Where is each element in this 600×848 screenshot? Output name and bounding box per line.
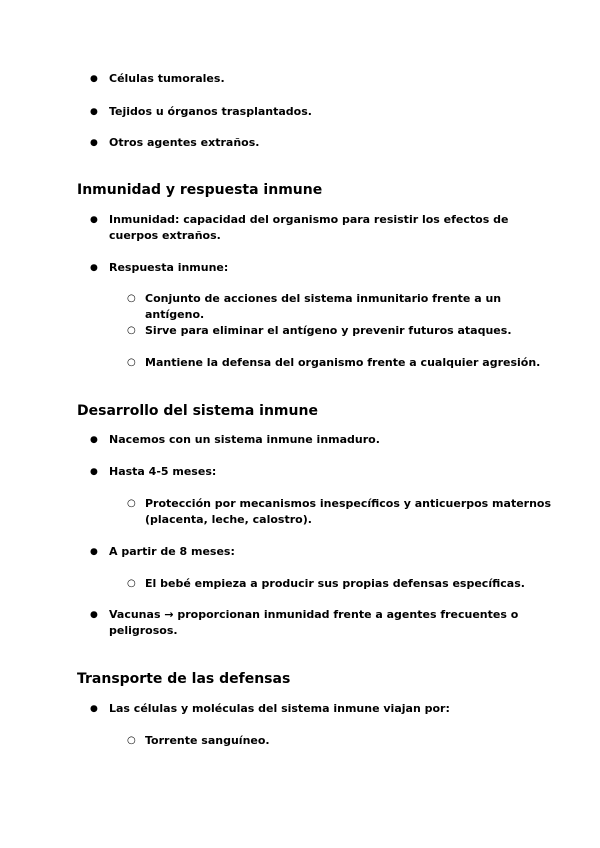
bullet: ● bbox=[90, 263, 98, 273]
list-item: Respuesta inmune: bbox=[109, 261, 229, 274]
list-item: Las células y moléculas del sistema inmune viajan por: bbox=[109, 702, 450, 715]
sub-list-item: Mantiene la defensa del organismo frente a cualquier agresión. bbox=[145, 356, 541, 369]
list-item: A partir de 8 meses: bbox=[109, 545, 235, 558]
sub-list-item: Conjunto de acciones del sistema inmunitario frente a un antígeno. bbox=[145, 292, 502, 321]
bullet: ● bbox=[90, 74, 98, 84]
section-heading: Desarrollo del sistema inmune bbox=[77, 403, 318, 419]
section-heading: Transporte de las defensas bbox=[77, 671, 291, 687]
section-heading: Inmunidad y respuesta inmune bbox=[77, 182, 323, 198]
sub-list-item: El bebé empieza a producir sus propias defensas específicas. bbox=[145, 577, 525, 590]
sub-list-item: Sirve para eliminar el antígeno y prevenir futuros ataques. bbox=[145, 324, 512, 337]
list-item: Inmunidad: capacidad del organismo para resistir los efectos de cuerpos extraños. bbox=[109, 213, 509, 242]
sub-bullet: ○ bbox=[127, 357, 136, 368]
bullet: ● bbox=[90, 435, 98, 445]
sub-bullet: ○ bbox=[127, 498, 136, 509]
sub-list-item: Torrente sanguíneo. bbox=[145, 734, 270, 747]
bullet: ● bbox=[90, 467, 98, 477]
sub-bullet: ○ bbox=[127, 325, 136, 336]
list-item: Tejidos u órganos trasplantados. bbox=[109, 105, 312, 118]
bullet: ● bbox=[90, 610, 98, 620]
bullet: ● bbox=[90, 215, 98, 225]
list-item: Vacunas → proporcionan inmunidad frente a agentes frecuentes o peligrosos. bbox=[109, 608, 519, 637]
bullet: ● bbox=[90, 704, 98, 714]
list-item: Células tumorales. bbox=[109, 72, 225, 85]
bullet: ● bbox=[90, 107, 98, 117]
sub-bullet: ○ bbox=[127, 735, 136, 746]
sub-bullet: ○ bbox=[127, 578, 136, 589]
bullet: ● bbox=[90, 547, 98, 557]
list-item: Hasta 4-5 meses: bbox=[109, 465, 217, 478]
bullet: ● bbox=[90, 138, 98, 148]
list-item: Otros agentes extraños. bbox=[109, 136, 260, 149]
sub-bullet: ○ bbox=[127, 293, 136, 304]
sub-list-item: Protección por mecanismos inespecíficos y anticuerpos maternos (placenta, leche, calostro). bbox=[145, 497, 552, 526]
list-item: Nacemos con un sistema inmune inmaduro. bbox=[109, 433, 380, 446]
